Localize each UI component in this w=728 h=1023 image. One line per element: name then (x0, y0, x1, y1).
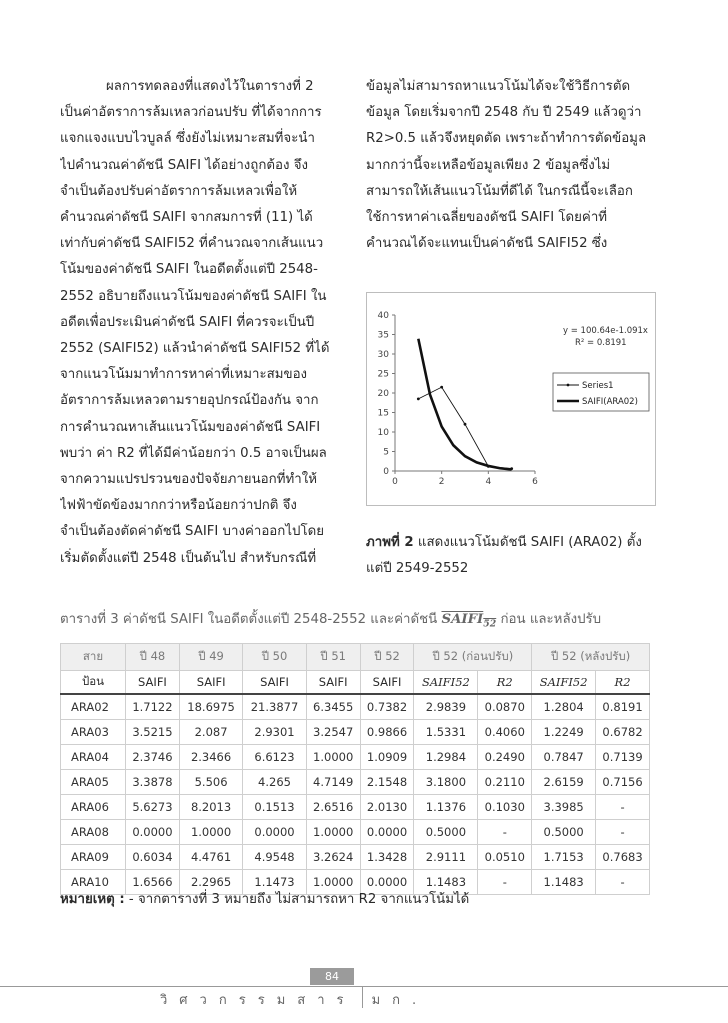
table-header-cell: SAIFI (179, 671, 242, 695)
y-tick-label: 30 (377, 350, 389, 360)
footer-divider (0, 986, 728, 987)
value-cell: 2.6516 (306, 795, 360, 820)
value-cell: 3.5215 (126, 720, 180, 745)
value-cell: 0.6034 (126, 845, 180, 870)
y-tick-label: 10 (377, 428, 389, 438)
paragraph-line: คำนวณได้จะแทนเป็นค่าดัชนี SAIFI52 ซึ่ง (366, 236, 608, 252)
value-cell: 2.9839 (414, 694, 478, 720)
legend-label: Series1 (582, 381, 614, 391)
value-cell: 0.4060 (478, 720, 532, 745)
page-number: 84 (310, 968, 354, 985)
value-cell: 2.1548 (360, 770, 414, 795)
table-header-cell: R2 (478, 671, 532, 695)
value-cell: 3.3878 (126, 770, 180, 795)
value-cell: - (478, 820, 532, 845)
paragraph-line: คำนวณค่าดัชนี SAIFI จากสมการที่ (11) ได้ (60, 210, 313, 226)
paragraph-line: แจกแจงแบบไวบูลล์ ซึ่งยังไม่เหมาะสมที่จะนำ (60, 131, 315, 147)
value-cell: 0.5000 (414, 820, 478, 845)
paragraph-line: ไฟฟ้าขัดข้องมากกว่าหรือน้อยกว่าปกติ จึง (60, 498, 297, 514)
paragraph-line: จากความแปรปรวนของปัจจัยภายนอกที่ทำให้ (60, 472, 317, 488)
r-squared-label: R² = 0.8191 (575, 338, 627, 348)
trend-chart (366, 292, 656, 506)
table-header-cell: SAIFI52 (532, 671, 596, 695)
feeder-cell: ARA10 (61, 870, 126, 895)
paragraph-line: อัตราการล้มเหลวตามรายอุปกรณ์ป้องกัน จาก (60, 393, 319, 409)
value-cell: 0.1030 (478, 795, 532, 820)
value-cell: 0.0510 (478, 845, 532, 870)
value-cell: 1.0909 (360, 745, 414, 770)
value-cell: 1.2984 (414, 745, 478, 770)
paragraph-line: 2552 อธิบายถึงแนวโน้มของค่าดัชนี SAIFI ใน (60, 288, 327, 304)
value-cell: 1.1376 (414, 795, 478, 820)
value-cell: 5.506 (179, 770, 242, 795)
value-cell: 0.7382 (360, 694, 414, 720)
saifi-table (60, 643, 650, 895)
value-cell: 0.7156 (596, 770, 650, 795)
value-cell: 0.0000 (360, 820, 414, 845)
figure-caption (366, 530, 654, 582)
value-cell: 1.2804 (532, 694, 596, 720)
value-cell: 1.6566 (126, 870, 180, 895)
value-cell: 2.3466 (179, 745, 242, 770)
paragraph-line: อดีตเพื่อประเมินค่าดัชนี SAIFI ที่ควรจะเป็นปี (60, 314, 315, 330)
paragraph-line: ใช้การหาค่าเฉลี่ยของดัชนี SAIFI โดยค่าที่ (366, 210, 608, 226)
y-tick-label: 5 (383, 447, 389, 458)
feeder-cell: ARA03 (61, 720, 126, 745)
legend-marker (567, 384, 570, 387)
note-text: - จากตารางที่ 3 หมายถึง ไม่สามารถหา R2 จากแนวโน้มได้ (128, 892, 470, 907)
paragraph-line: เป็นค่าอัตราการล้มเหลวก่อนปรับ ที่ได้จากการ (60, 105, 322, 121)
value-cell: 0.6782 (596, 720, 650, 745)
value-cell: - (596, 870, 650, 895)
y-tick-label: 0 (383, 467, 389, 477)
paragraph-line: การคำนวณหาเส้นแนวโน้มของค่าดัชนี SAIFI (60, 419, 321, 435)
table-header-cell: SAIFI (243, 671, 306, 695)
trend-equation: y = 100.64e-1.091x (563, 326, 648, 336)
value-cell: 6.3455 (306, 694, 360, 720)
x-tick-label: 0 (392, 477, 398, 487)
value-cell: 1.0000 (179, 820, 242, 845)
table-header-cell: ปี 48 (126, 644, 180, 671)
table-header-cell: ปี 52 (360, 644, 414, 671)
value-cell: 1.0000 (306, 820, 360, 845)
table-header-cell: ป้อน (61, 671, 126, 695)
table-header-cell: R2 (596, 671, 650, 695)
series-point (464, 423, 467, 426)
value-cell: 1.3428 (360, 845, 414, 870)
table-title-suffix: ก่อน และหลังปรับ (500, 612, 602, 627)
table-title-var (441, 612, 497, 630)
paragraph-line: สามารถให้เส้นแนวโน้มที่ดีได้ ในกรณีนี้จะเลือก (366, 183, 633, 199)
paragraph-line: ข้อมูลไม่สามารถหาแนวโน้มได้จะใช้วิธีการตัด (366, 79, 631, 94)
value-cell: 2.3746 (126, 745, 180, 770)
legend-label: SAIFI(ARA02) (582, 397, 638, 407)
journal-name: วิศวกรรมสาร มก. (160, 993, 429, 1008)
table-header-cell: SAIFI (360, 671, 414, 695)
figure-caption-text-2: แต่ปี 2549-2552 (366, 561, 469, 576)
feeder-cell: ARA04 (61, 745, 126, 770)
value-cell: 0.9866 (360, 720, 414, 745)
table-row (61, 795, 650, 820)
value-cell: - (478, 870, 532, 895)
table-title-prefix: ตารางที่ 3 ค่าดัชนี SAIFI ในอดีตตั้งแต่ปี 2548-2552 และค่าดัชนี (60, 612, 438, 627)
paragraph-line: 2552 (SAIFI52) แล้วนำค่าดัชนี SAIFI52 ที่ได้ (60, 341, 330, 357)
table-header-cell: ปี 52 (ก่อนปรับ) (414, 644, 532, 671)
value-cell: 2.6159 (532, 770, 596, 795)
value-cell: 0.0000 (126, 820, 180, 845)
value-cell: 0.2110 (478, 770, 532, 795)
y-tick-label: 15 (377, 408, 389, 419)
table-header-row-2 (61, 671, 650, 695)
value-cell: 18.6975 (179, 694, 242, 720)
value-cell: 6.6123 (243, 745, 306, 770)
table-row (61, 820, 650, 845)
value-cell: 1.2249 (532, 720, 596, 745)
paragraph-line: ผลการทดลองที่แสดงไว้ในตารางที่ 2 (106, 79, 314, 94)
value-cell: 3.2547 (306, 720, 360, 745)
value-cell: 1.7122 (126, 694, 180, 720)
value-cell: 21.3877 (243, 694, 306, 720)
x-tick-label: 6 (532, 477, 538, 487)
paragraph-line: R2>0.5 แล้วจึงหยุดตัด เพราะถ้าทำการตัดข้อมูล (366, 131, 647, 147)
value-cell: 0.0870 (478, 694, 532, 720)
trend-chart-svg (367, 293, 655, 505)
y-tick-label: 20 (377, 389, 389, 399)
table-row (61, 845, 650, 870)
table-header-cell: ปี 49 (179, 644, 242, 671)
feeder-cell: ARA02 (61, 694, 126, 720)
x-tick-label: 4 (485, 477, 492, 487)
table-header-cell: SAIFI (306, 671, 360, 695)
value-cell: 3.1800 (414, 770, 478, 795)
value-cell: 0.7847 (532, 745, 596, 770)
right-column (366, 74, 654, 257)
value-cell: 1.0000 (306, 870, 360, 895)
figure-label: ภาพที่ 2 (366, 535, 414, 550)
paragraph-line: มากกว่านี้จะเหลือข้อมูลเพียง 2 ข้อมูลซึ่งไม่ (366, 157, 611, 173)
value-cell: 2.9301 (243, 720, 306, 745)
value-cell: 0.0000 (360, 870, 414, 895)
x-tick-label: 2 (438, 477, 445, 487)
feeder-cell: ARA08 (61, 820, 126, 845)
table-header-cell: ปี 51 (306, 644, 360, 671)
y-tick-label: 25 (377, 369, 389, 380)
value-cell: 4.9548 (243, 845, 306, 870)
value-cell: - (596, 820, 650, 845)
figure-caption-text: แสดงแนวโน้มดัชนี SAIFI (ARA02) ตั้ง (417, 535, 642, 550)
value-cell: 2.2965 (179, 870, 242, 895)
value-cell: 1.1473 (243, 870, 306, 895)
value-cell: 0.2490 (478, 745, 532, 770)
series-point (417, 397, 420, 400)
value-cell: 1.7153 (532, 845, 596, 870)
value-cell: 3.3985 (532, 795, 596, 820)
paragraph-line: เริ่มตัดตั้งแต่ปี 2548 เป็นต้นไป สำหรับกรณีที่ (60, 550, 317, 566)
table-row (61, 720, 650, 745)
series-line (418, 339, 511, 470)
table-header-cell: SAIFI52 (414, 671, 478, 695)
value-cell: 2.0130 (360, 795, 414, 820)
value-cell: 0.1513 (243, 795, 306, 820)
paragraph-line: เท่ากับค่าดัชนี SAIFI52 ที่คำนวณจากเส้นแนว (60, 236, 324, 252)
table-body (61, 694, 650, 895)
value-cell: 0.7139 (596, 745, 650, 770)
table-header-cell: สาย (61, 644, 126, 671)
table-header-cell: ปี 50 (243, 644, 306, 671)
value-cell: 4.4761 (179, 845, 242, 870)
value-cell: 0.7683 (596, 845, 650, 870)
paragraph-line: ข้อมูล โดยเริ่มจากปี 2548 กับ ปี 2549 แล้วดูว่า (366, 105, 642, 121)
value-cell: 0.5000 (532, 820, 596, 845)
paragraph-line: จากแนวโน้มมาทำการหาค่าที่เหมาะสมของ (60, 367, 308, 383)
table-note (60, 888, 469, 909)
table-title-sub: 52 (483, 618, 497, 630)
y-tick-label: 40 (377, 311, 389, 321)
value-cell: 3.2624 (306, 845, 360, 870)
table-row (61, 770, 650, 795)
table-header-cell: SAIFI (126, 671, 180, 695)
series-point (440, 386, 443, 389)
value-cell: 0.0000 (243, 820, 306, 845)
value-cell: 1.1483 (414, 870, 478, 895)
value-cell: 2.087 (179, 720, 242, 745)
value-cell: 2.9111 (414, 845, 478, 870)
value-cell: 0.8191 (596, 694, 650, 720)
value-cell: 4.7149 (306, 770, 360, 795)
value-cell: 8.2013 (179, 795, 242, 820)
table-row (61, 745, 650, 770)
paragraph-line: จำเป็นต้องตัดค่าดัชนี SAIFI บางค่าออกไปโดย (60, 524, 325, 540)
table-title (60, 608, 660, 630)
y-tick-label: 35 (377, 330, 389, 341)
paragraph-line: ไปคำนวณค่าดัชนี SAIFI ได้อย่างถูกต้อง จึง (60, 157, 309, 173)
table-header-cell: ปี 52 (หลังปรับ) (532, 644, 650, 671)
feeder-cell: ARA06 (61, 795, 126, 820)
feeder-cell: ARA05 (61, 770, 126, 795)
paragraph-line: จำเป็นต้องปรับค่าอัตราการล้มเหลวเพื่อให้ (60, 183, 298, 199)
value-cell: - (596, 795, 650, 820)
note-label: หมายเหตุ : (60, 892, 125, 907)
table-title-var-text: SAIFI (441, 612, 484, 627)
paragraph-line: โน้มของค่าดัชนี SAIFI ในอดีตตั้งแต่ปี 2548- (60, 262, 318, 278)
table-header-row-1 (61, 644, 650, 671)
value-cell: 1.1483 (532, 870, 596, 895)
left-column (60, 74, 344, 572)
value-cell: 1.5331 (414, 720, 478, 745)
paragraph-line: พบว่า ค่า R2 ที่ได้มีค่าน้อยกว่า 0.5 อาจเป็นผล (60, 445, 327, 461)
table-row (61, 694, 650, 720)
value-cell: 1.0000 (306, 745, 360, 770)
value-cell: 5.6273 (126, 795, 180, 820)
value-cell: 4.265 (243, 770, 306, 795)
feeder-cell: ARA09 (61, 845, 126, 870)
